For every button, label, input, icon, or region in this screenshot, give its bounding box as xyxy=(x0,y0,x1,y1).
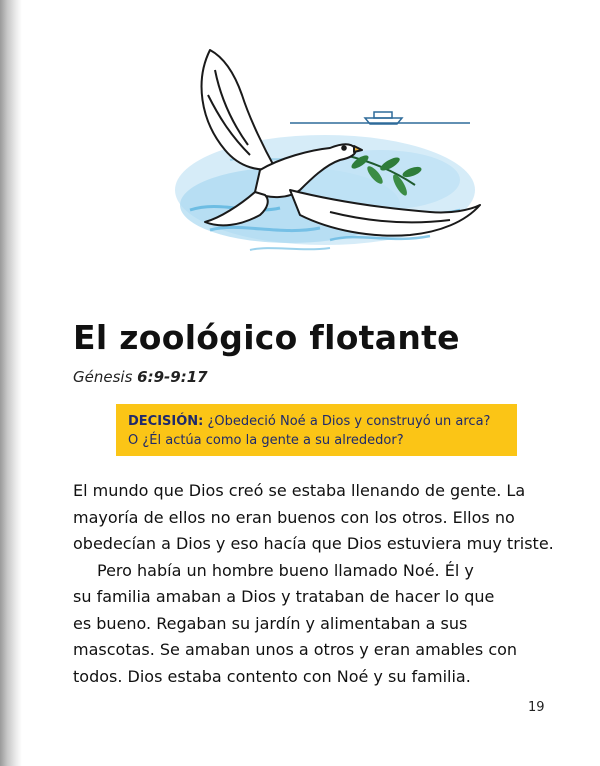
page-title: El zoológico flotante xyxy=(73,318,460,357)
reference-verses: 6:9-9:17 xyxy=(137,368,208,386)
decision-callout xyxy=(116,404,517,456)
page-number: 19 xyxy=(528,700,545,715)
body-line: es bueno. Regaban su jardín y alimentaban a sus xyxy=(73,613,468,633)
decision-question-2: O ¿Él actúa como la gente a su alrededor? xyxy=(128,433,404,448)
decision-line-1 xyxy=(128,412,507,431)
body-line: mascotas. Se amaban unos a otros y eran amables con xyxy=(73,640,518,659)
decision-label: DECISIÓN: xyxy=(128,414,204,429)
body-line: todos. Dios estaba contento con Noé y su familia. xyxy=(73,666,471,686)
body-line: su familia amaban a Dios y trataban de hacer lo que xyxy=(73,587,495,606)
ark-on-horizon xyxy=(290,112,470,124)
page-spine-shadow xyxy=(0,0,22,766)
body-line: obedecían a Dios y eso hacía que Dios estuviera muy triste. xyxy=(73,534,554,553)
body-line: mayoría de ellos no eran buenos con los otros. Ellos no xyxy=(73,507,515,527)
decision-question-1: ¿Obedeció Noé a Dios y construyó un arca? xyxy=(207,414,491,429)
body-line: El mundo que Dios creó se estaba llenando de gente. La xyxy=(73,481,526,500)
dove-with-olive-branch-illustration xyxy=(150,40,490,280)
story-body xyxy=(73,478,553,690)
reference-book: Génesis xyxy=(73,368,133,386)
scripture-reference xyxy=(73,368,208,386)
body-line: Pero había un hombre bueno llamado Noé. Él y xyxy=(97,560,474,580)
